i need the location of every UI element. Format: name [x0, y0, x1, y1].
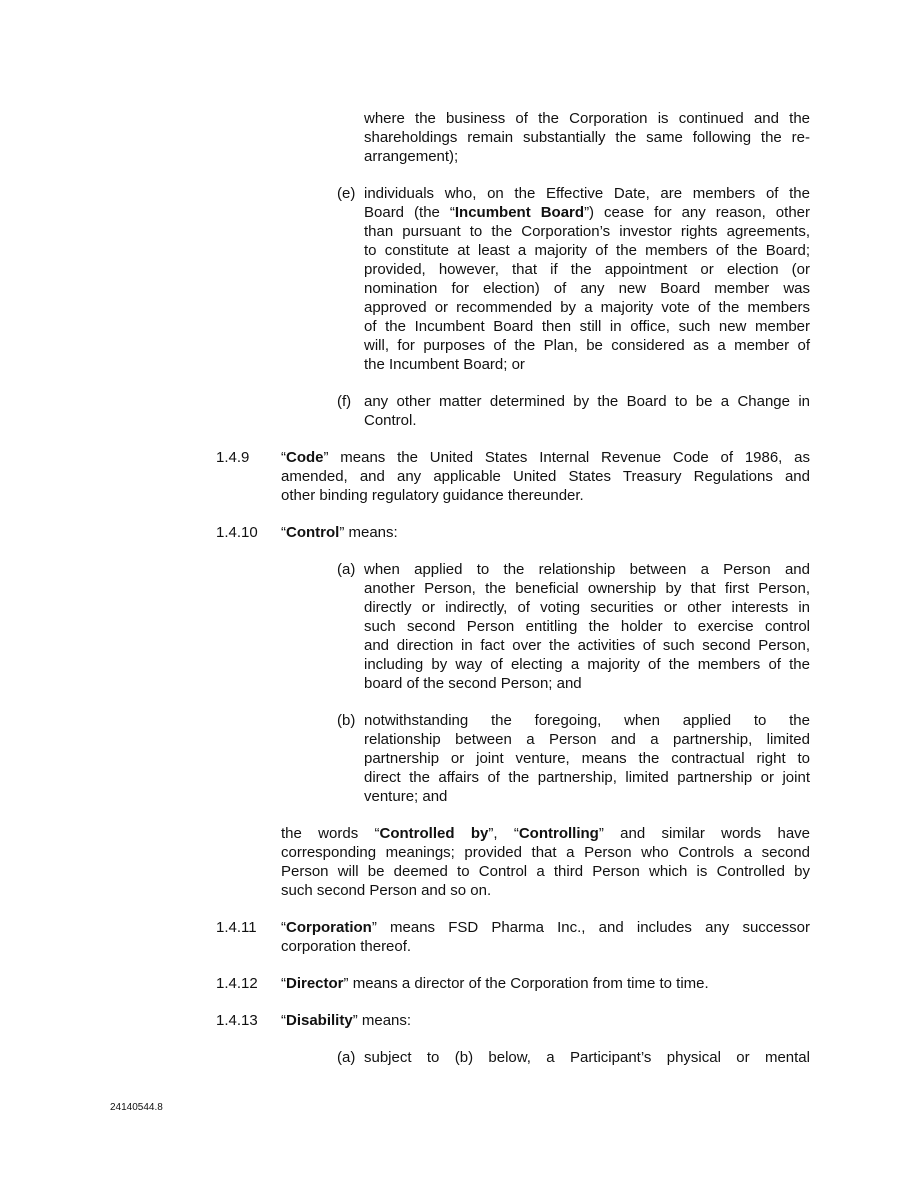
section-clause — [0, 448, 918, 505]
clause-text — [281, 974, 810, 993]
defined-term: Corporation — [286, 919, 372, 936]
text-segment: and direction in fact over the activities of such second Person, — [364, 637, 810, 654]
text-segment: individuals who, on the Effective Date, are members of the — [364, 185, 810, 202]
text-line — [364, 241, 810, 260]
defined-term: Control — [286, 524, 340, 541]
document-id: 24140544.8 — [110, 1102, 163, 1113]
text-segment: venture; and — [364, 788, 448, 805]
clause-text — [364, 1048, 810, 1067]
text-line — [364, 260, 810, 279]
text-segment: when applied to the relationship between a Person and — [364, 561, 810, 578]
section-clause — [0, 974, 918, 993]
text-line — [281, 918, 810, 937]
text-segment: Control. — [364, 412, 417, 429]
defined-term: Code — [286, 449, 324, 466]
text-segment: including by way of electing a majority of the members of the — [364, 656, 810, 673]
text-line — [364, 298, 810, 317]
text-line — [281, 824, 810, 843]
text-segment: ” means: — [352, 1012, 412, 1029]
text-segment: where the business of the Corporation is continued and the — [364, 110, 810, 127]
clause-text — [364, 560, 810, 693]
text-line — [364, 109, 810, 128]
clause-text — [364, 392, 810, 430]
text-segment: amended, and any applicable United States Treasury Regulations and — [281, 468, 810, 485]
text-line — [281, 1011, 810, 1030]
clause-text — [281, 918, 810, 956]
text-line — [364, 636, 810, 655]
text-line — [364, 317, 810, 336]
clause-text — [281, 824, 810, 900]
text-line — [364, 411, 810, 430]
text-line — [364, 655, 810, 674]
text-segment: approved or recommended by a majority vote of the members — [364, 299, 810, 316]
text-segment: “ — [281, 449, 286, 466]
clause-number: (a) — [337, 1049, 356, 1066]
clause-number: (f) — [337, 393, 352, 410]
text-line — [364, 749, 810, 768]
text-segment: board of the second Person; and — [364, 675, 582, 692]
sub-clause — [0, 711, 918, 806]
section-clause — [0, 918, 918, 956]
clause-number: (a) — [337, 561, 356, 578]
clause-number: 1.4.9 — [216, 449, 250, 466]
paragraph — [0, 109, 918, 166]
clause-text — [364, 109, 810, 166]
text-line — [281, 523, 810, 542]
document-body — [0, 109, 918, 1067]
sub-clause — [0, 1048, 918, 1067]
text-line — [281, 448, 810, 467]
text-segment: corresponding meanings; provided that a Person who Controls a second — [281, 844, 810, 861]
text-segment: the Incumbent Board; or — [364, 356, 525, 373]
defined-term: Controlled by — [379, 825, 489, 842]
text-segment: to constitute at least a majority of the members of the Board; — [364, 242, 810, 259]
text-line — [364, 222, 810, 241]
sub-clause — [0, 560, 918, 693]
text-line — [364, 279, 810, 298]
text-line — [281, 974, 810, 993]
text-segment: Board (the “ — [364, 204, 455, 221]
text-line — [364, 674, 810, 693]
text-line — [364, 560, 810, 579]
clause-number: (b) — [337, 712, 356, 729]
text-segment: arrangement); — [364, 148, 459, 165]
text-segment: directly or indirectly, of voting securities or other interests in — [364, 599, 810, 616]
text-segment: another Person, the beneficial ownership by that first Person, — [364, 580, 810, 597]
text-segment: other binding regulatory guidance thereunder. — [281, 487, 584, 504]
defined-term: Director — [286, 975, 344, 992]
text-segment: corporation thereof. — [281, 938, 412, 955]
text-segment: provided, however, that if the appointment or election (or — [364, 261, 810, 278]
text-line — [364, 203, 810, 222]
text-line — [364, 147, 810, 166]
text-segment: ” means the United States Internal Revenue Code of 1986, as — [323, 449, 810, 466]
text-line — [281, 467, 810, 486]
text-segment: “ — [281, 975, 286, 992]
text-segment: of the Incumbent Board then still in office, such new member — [364, 318, 810, 335]
text-segment: “ — [281, 919, 286, 936]
clause-text — [281, 448, 810, 505]
text-segment: ” means: — [339, 524, 398, 541]
text-segment: subject to (b) below, a Participant’s physical or mental — [364, 1049, 810, 1066]
clause-number: 1.4.10 — [216, 524, 258, 541]
text-segment: ” and similar words have — [598, 825, 810, 842]
text-segment: shareholdings remain substantially the same following the re- — [364, 129, 810, 146]
clause-text — [281, 523, 810, 542]
text-line — [364, 787, 810, 806]
clause-text — [364, 184, 810, 374]
section-clause — [0, 1011, 918, 1030]
text-line — [364, 598, 810, 617]
text-segment: ” means a director of the Corporation from time to time. — [343, 975, 709, 992]
text-line — [364, 579, 810, 598]
text-segment: ”, “ — [488, 825, 519, 842]
section-clause — [0, 523, 918, 542]
clause-number: 1.4.13 — [216, 1012, 258, 1029]
text-line — [364, 184, 810, 203]
text-segment: partnership or joint venture, means the contractual right to — [364, 750, 810, 767]
defined-term: Disability — [286, 1012, 353, 1029]
clause-number: 1.4.11 — [216, 919, 257, 936]
defined-term: Controlling — [518, 825, 599, 842]
text-segment: direct the affairs of the partnership, limited partnership or joint — [364, 769, 810, 786]
text-line — [364, 1048, 810, 1067]
text-line — [281, 486, 810, 505]
clause-text — [364, 711, 810, 806]
clause-text — [281, 1011, 810, 1030]
clause-number: (e) — [337, 185, 356, 202]
text-line — [364, 392, 810, 411]
text-line — [281, 881, 810, 900]
text-line — [281, 862, 810, 881]
text-segment: notwithstanding the foregoing, when applied to the — [364, 712, 810, 729]
text-segment: Person will be deemed to Control a third Person which is Controlled by — [281, 863, 810, 880]
text-segment: such second Person and so on. — [281, 882, 492, 899]
paragraph — [0, 824, 918, 900]
text-segment: the words “ — [281, 825, 380, 842]
text-line — [281, 937, 810, 956]
text-line — [281, 843, 810, 862]
text-line — [364, 768, 810, 787]
text-segment: ”) cease for any reason, other — [584, 204, 810, 221]
text-segment: any other matter determined by the Board to be a Change in — [364, 393, 810, 410]
text-segment: relationship between a Person and a partnership, limited — [364, 731, 810, 748]
text-segment: “ — [281, 524, 286, 541]
text-segment: such second Person entitling the holder to exercise control — [364, 618, 810, 635]
text-line — [364, 711, 810, 730]
sub-clause — [0, 392, 918, 430]
text-segment: than pursuant to the Corporation’s investor rights agreements, — [364, 223, 810, 240]
text-line — [364, 730, 810, 749]
text-line — [364, 128, 810, 147]
sub-clause — [0, 184, 918, 374]
text-segment: “ — [281, 1012, 286, 1029]
text-line — [364, 336, 810, 355]
text-line — [364, 355, 810, 374]
text-segment: ” means FSD Pharma Inc., and includes any successor — [371, 919, 810, 936]
defined-term: Incumbent Board — [454, 204, 585, 221]
text-segment: nomination for election) of any new Board member was — [364, 280, 810, 297]
text-line — [364, 617, 810, 636]
clause-number: 1.4.12 — [216, 975, 258, 992]
text-segment: will, for purposes of the Plan, be considered as a member of — [364, 337, 810, 354]
